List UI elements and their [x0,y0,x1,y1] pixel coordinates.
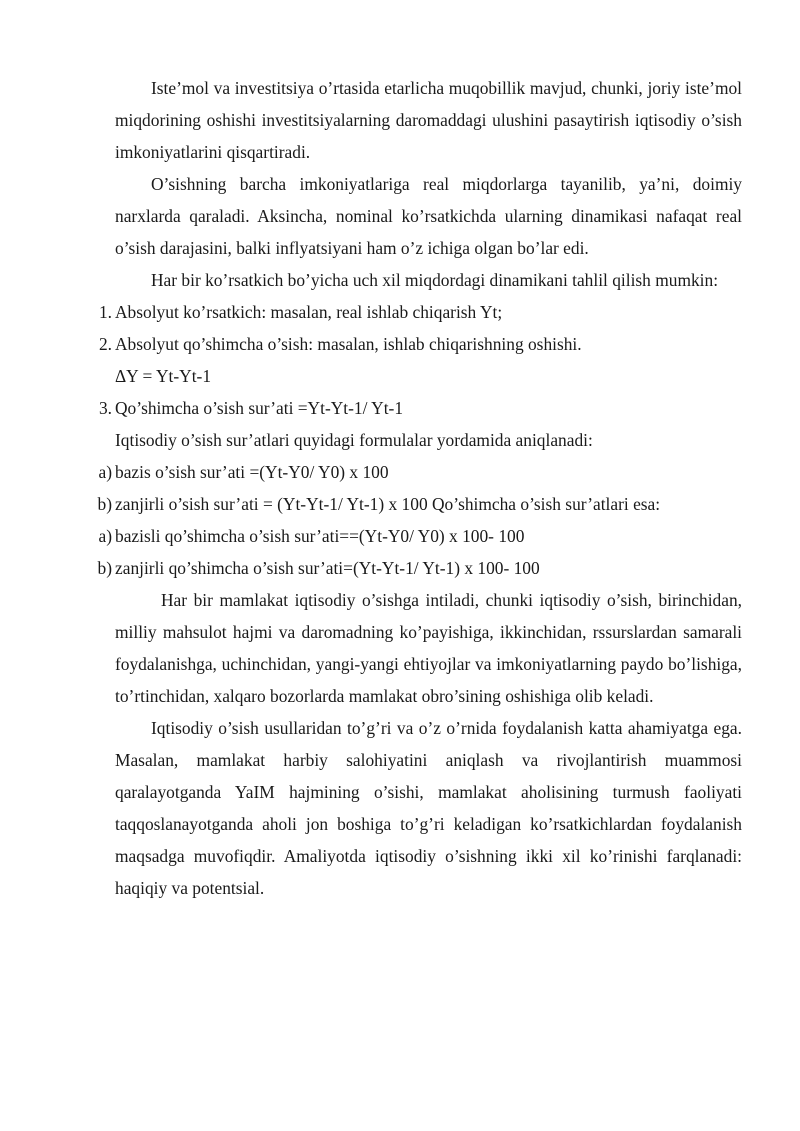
formula-delta: ΔY = Yt-Yt-1 [115,366,212,386]
list-marker: a) [98,526,112,546]
paragraph-dynamics-intro: Har bir ko’rsatkich bo’yicha uch xil miqdordagi dinamikani tahlil qilish mumkin: [151,270,719,290]
list-item-text: Qo’shimcha o’sish sur’ati =Yt-Yt-1/ Yt-1 [115,398,404,418]
list-item-2 [98,328,742,360]
formula-item-b1 [97,488,742,520]
list-item-3 [98,392,742,424]
paragraph-real-quantities: O’sishning barcha imkoniyatlariga real miqdorlarga tayanilib, ya’ni, doimiy narxlarda qaraladi. Aksincha, nominal ko’rsatkichda ularning dinamikasi nafaqat real o’sish darajasini, balki inflyatsiyani ham o’z ichiga olgan bo’lar edi. [115,174,742,258]
paragraph-growth-benefits: Har bir mamlakat iqtisodiy o’sishga intiladi, chunki iqtisodiy o’sish, birinchidan, milliy mahsulot hajmi va daromadning ko’payishiga, ikkinchidan, rssurslardan samarali foydalanishga, uchinchidan, yangi-yangi ehtiyojlar va imkoniyatlarning paydo bo’lishiga, to’rtinchidan, xalqaro bozorlarda mamlakat obro’sining oshishiga olib keladi. [115,590,742,706]
formula-item-b2 [97,552,742,584]
list-item-text: Absolyut qo’shimcha o’sish: masalan, ishlab chiqarishning oshishi. [115,334,582,354]
list-item-text: Absolyut ko’rsatkich: masalan, real ishlab chiqarish Yt; [115,302,503,322]
formula-item-a2 [98,520,742,552]
list-marker: 2. [98,334,112,354]
list-marker: a) [98,462,112,482]
formula-text: bazisli qo’shimcha o’sish sur’ati==(Yt-Y0/ Y0) x 100- 100 [115,526,525,546]
list-item-1 [98,296,742,328]
formula-text: zanjirli qo’shimcha o’sish sur’ati=(Yt-Yt-1/ Yt-1) x 100- 100 [115,558,540,578]
formulas-intro: Iqtisodiy o’sish sur’atlari quyidagi formulalar yordamida aniqlanadi: [115,430,593,450]
list-marker: b) [97,494,112,514]
paragraph-growth-methods: Iqtisodiy o’sish usullaridan to’g’ri va o’z o’rnida foydalanish katta ahamiyatga ega. Masalan, mamlakat harbiy salohiyatini aniqlash va rivojlantirish muammosi qaralayotganda YaIM hajmining o’sishi, mamlakat aholisining turmush faoliyati taqqoslanayotganda aholi jon boshiga to’g’ri keladigan ko’rsatkichlardan foydalanish maqsadga muvofiqdir. Amaliyotda iqtisodiy o’sishning ikki xil ko’rinishi farqlanadi: haqiqiy va potentsial. [115,718,742,898]
formula-item-a1 [98,456,742,488]
paragraph-consumption-investment: Iste’mol va investitsiya o’rtasida etarlicha muqobillik mavjud, chunki, joriy iste’mol miqdorining oshishi investitsiyalarning daromaddagi ulushini pasaytirish iqtisodiy o’sish imkoniyatlarini qisqartiradi. [115,78,742,162]
document-body [97,72,742,904]
formula-text: bazis o’sish sur’ati =(Yt-Y0/ Y0) x 100 [115,462,389,482]
list-marker: 1. [98,302,112,322]
list-marker: 3. [98,398,112,418]
list-marker: b) [97,558,112,578]
formula-text: zanjirli o’sish sur’ati = (Yt-Yt-1/ Yt-1) x 100 Qo’shimcha o’sish sur’atlari esa: [115,494,661,514]
